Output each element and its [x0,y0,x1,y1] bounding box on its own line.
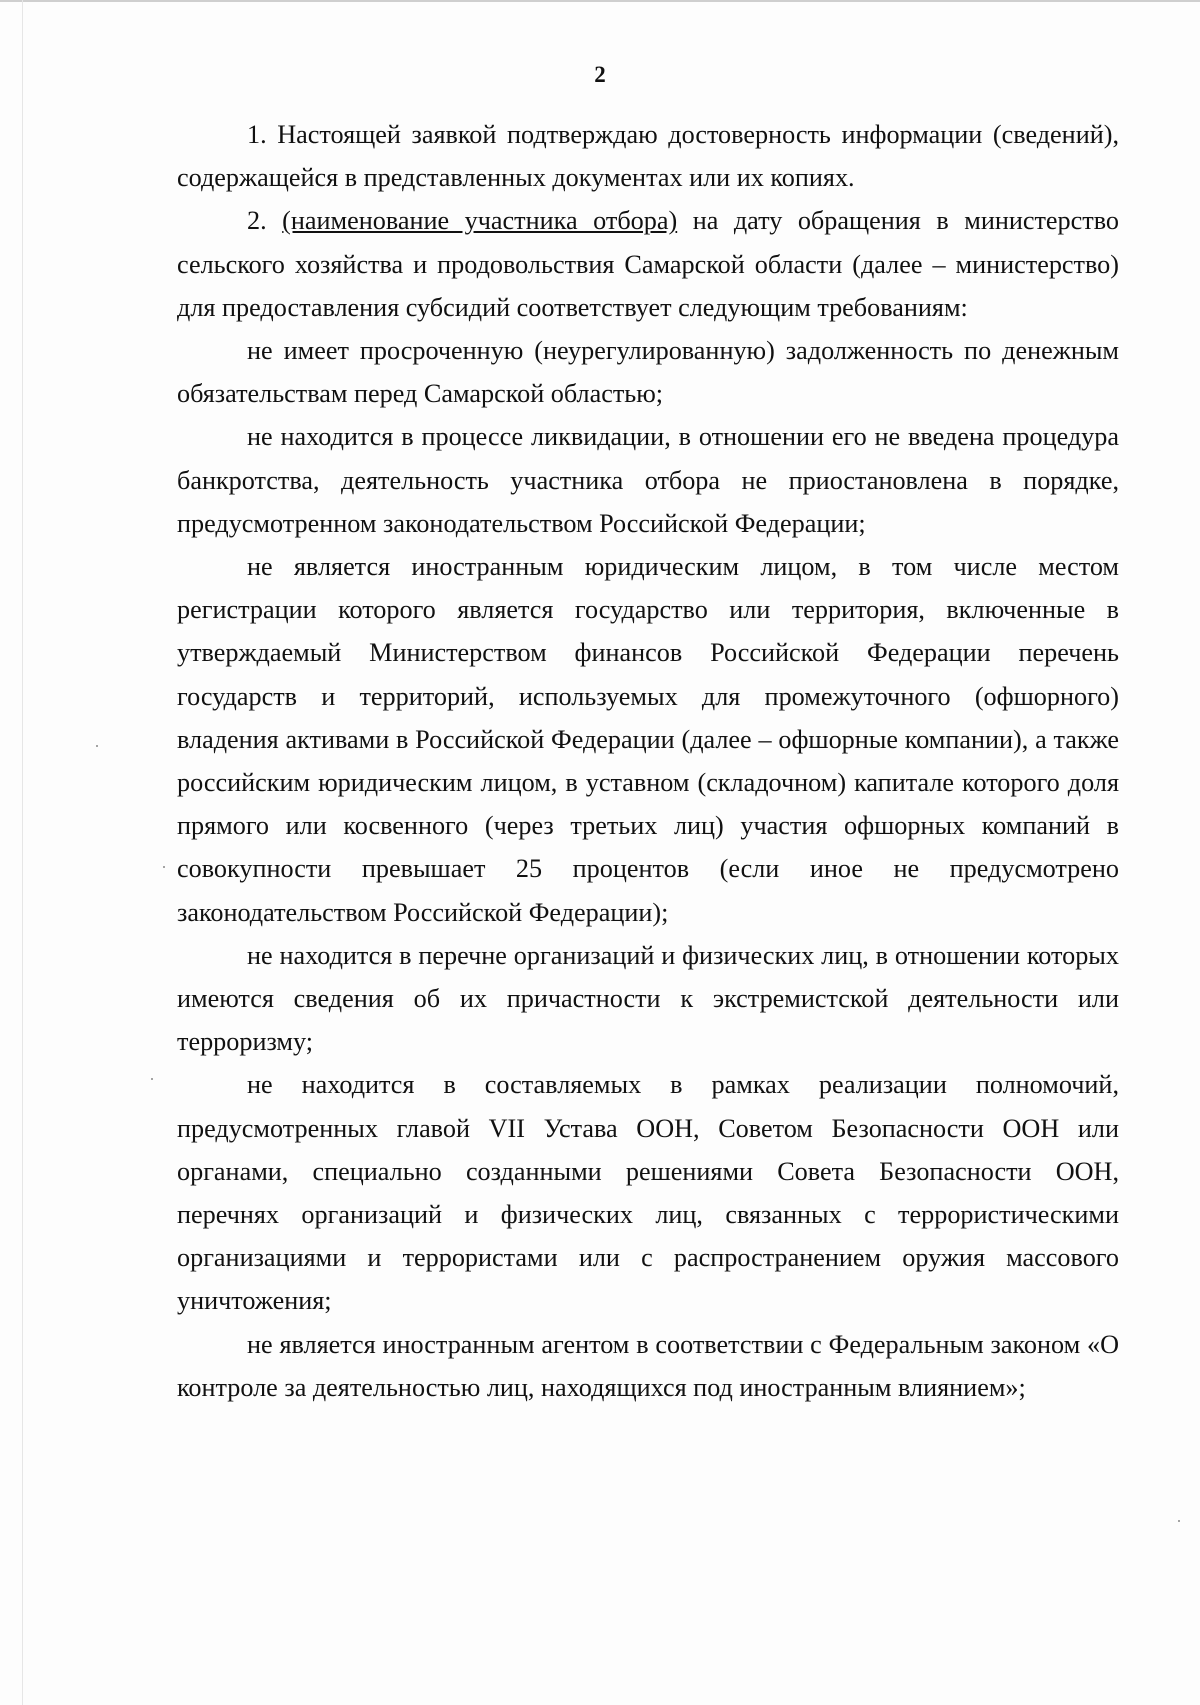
paragraph-no-liquidation: не находится в процессе ликвидации, в отношении его не введена процедура банкротства, деятельность участника отбора не приостановлена в порядке, предусмотренном законодательством Российской Федерации; [177,422,1119,538]
paragraph-not-foreign-entity: не является иностранным юридическим лицом, в том числе местом регистрации которого является государство или территория, включенные в утверждаемый Министерством финансов Российской Федерации перечень государств и территорий, используемых для промежуточного (офшорного) владения активами в Российской Федерации (далее – офшорные компании), а также российским юридическим лицом, в уставном (складочном) капитале которого доля прямого или косвенного (через третьих лиц) участия офшорных компаний в совокупности превышает 25 процентов (если иное не предусмотрено законодательством Российской Федерации); [177,552,1119,927]
paragraph-2-number: 2. [247,206,283,236]
scan-left-edge [22,0,23,1705]
document-body [177,113,1119,1409]
paragraph-2-text: на дату обращения в министерство сельского хозяйства и продовольствия Самарской области (далее – министерство) для предоставления субсидий соответствует следующим требованиям: [177,206,1119,322]
paragraph-not-foreign-agent: не является иностранным агентом в соответствии с Федеральным законом «О контроле за деятельностью лиц, находящихся под иностранным влиянием»; [177,1329,1119,1402]
paragraph-1: 1. Настоящей заявкой подтверждаю достоверность информации (сведений), содержащейся в представленных документах или их копиях. [177,120,1119,193]
paragraph-no-debt: не имеет просроченную (неурегулированную) задолженность по денежным обязательствам перед Самарской областью; [177,336,1119,409]
participant-name-placeholder: (наименование участника отбора) [282,206,678,236]
page-number: 2 [594,62,606,87]
scan-speck [1178,1520,1180,1522]
scan-speck [151,1078,153,1080]
scan-speck [163,866,165,868]
paragraph-not-extremist-list: не находится в перечне организаций и физических лиц, в отношении которых имеются сведения об их причастности к экстремистской деятельности или терроризму; [177,940,1119,1057]
paragraph-not-un-list: не находится в составляемых в рамках реализации полномочий, предусмотренных главой VII Устава ООН, Советом Безопасности ООН или органами, специально созданными решениями Совета Безопасности ООН, перечнях организаций и физических лиц, связанных с террористическими организациями и террористами или с распространением оружия массового уничтожения; [177,1070,1119,1316]
scan-speck [96,745,98,747]
paragraph-2 [177,199,1119,329]
scan-top-edge [0,0,1200,2]
